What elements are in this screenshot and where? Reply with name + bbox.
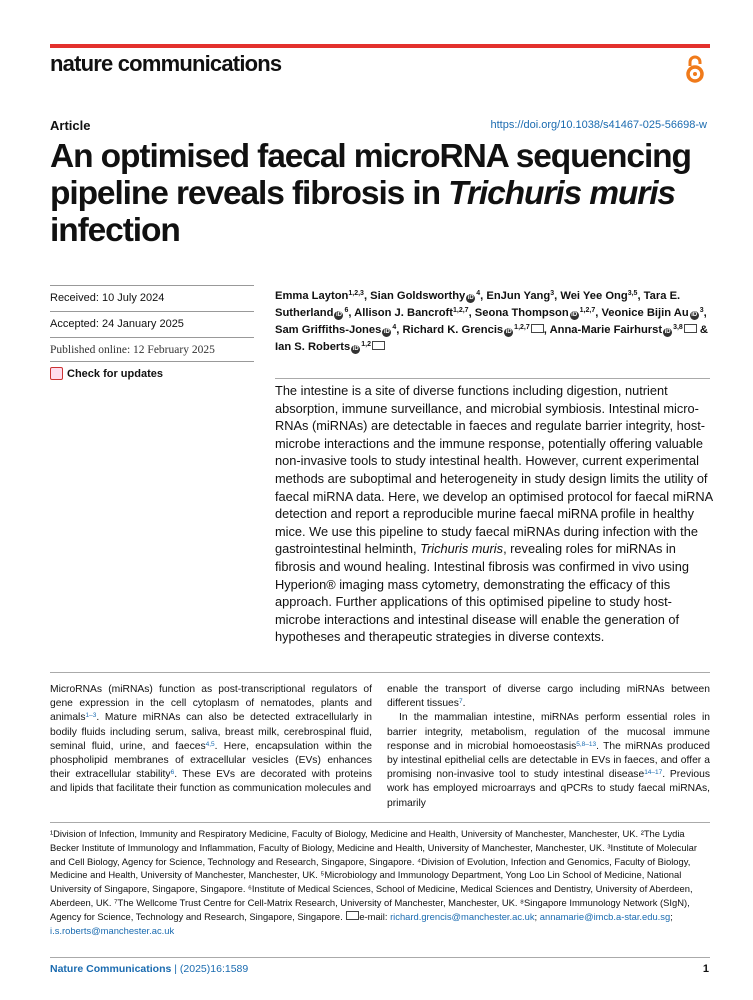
article-type-label: Article	[50, 118, 91, 133]
reference-link[interactable]: 1–3	[85, 712, 97, 720]
author-name[interactable]: Seona Thompson	[474, 307, 569, 319]
affiliations-divider	[50, 822, 710, 823]
abstract: The intestine is a site of diverse functions including digestion, nutrient absorption, immune surveillance, and microbial symbiosis. Intestinal micro-RNAs (miRNAs) are detectable in faeces and regulate barrier integrity, host-microbe interactions and the immune response, potentially offering valuable non-invasive tools to study intestinal health. However, current experimental methods are suboptimal and heterogeneity in study design limits the utility of faecal miRNA data. Here, we develop an optimised protocol for faecal miRNA detection and report a reproducible murine faecal miRNA profile in healthy mice. We use this pipeline to study faecal miRNAs during infection with the gastrointestinal helminth, Trichuris muris, revealing roles for miRNAs in fibrosis and wound healing. Intestinal fibrosis was confirmed in vivo using Hyperion® imaging mass cytometry, demonstrating the efficacy of this approach. Further applications of this optimised pipeline to study host-microbe interactions and intestinal disease will enable the generation of hypotheses and therapeutic strategies in diverse contexts.	[275, 383, 713, 645]
affiliation-superscript: 6	[344, 307, 349, 314]
affiliation-superscript: 1,2,7	[579, 307, 596, 314]
author-list	[275, 288, 715, 356]
orcid-icon[interactable]: iD	[664, 329, 671, 335]
author-separator: ,	[348, 307, 355, 319]
author-separator: ,	[595, 307, 602, 319]
email-icon[interactable]	[684, 324, 697, 333]
email-icon	[346, 911, 359, 920]
affiliation-superscript: 3,8	[673, 324, 683, 331]
intro-divider	[50, 672, 710, 673]
author-name[interactable]: Anna-Marie Fairhurst	[549, 324, 663, 336]
author-separator: &	[696, 324, 708, 336]
header-accent-bar	[50, 44, 710, 48]
meta-divider	[50, 311, 254, 312]
author-name[interactable]: Allison J. Bancroft	[354, 307, 453, 319]
orcid-icon[interactable]: iD	[335, 312, 342, 318]
reference-link[interactable]: 5,8–13	[576, 740, 597, 748]
affiliation-superscript: 1,2,3	[348, 290, 364, 297]
author-name[interactable]: Tara E. Sutherland	[275, 290, 681, 319]
email-link[interactable]: i.s.roberts@manchester.ac.uk	[50, 924, 175, 936]
author-separator: ,	[703, 307, 707, 319]
abstract-divider	[275, 378, 710, 379]
meta-divider	[50, 361, 254, 362]
orcid-icon[interactable]: iD	[383, 329, 390, 335]
journal-name[interactable]: nature communications	[50, 51, 282, 76]
check-updates-label: Check for updates	[67, 367, 163, 380]
affiliation-superscript: 4	[392, 324, 397, 331]
email-link[interactable]: richard.grencis@manchester.ac.uk	[390, 910, 535, 922]
reference-link[interactable]: 4,5	[205, 740, 215, 748]
article-title: An optimised faecal microRNA sequencing pipeline reveals fibrosis in Trichuris muris infection	[50, 138, 691, 249]
affiliations: ¹Division of Infection, Immunity and Respiratory Medicine, Faculty of Biology, Medicine and Health, University of Manchester, Manchester, UK. ²The Lydia Becker Institute of Immunology and Inflammation, Faculty of Biology, Medicine and Health, University of Manchester, Manchester, UK. ³Institute of Molecular and Cell Biology, Agency for Science, Technology and Research, Singapore, Singapore. ⁴Division of Evolution, Infection and Genomics, Faculty of Biology, Medicine and Health, University of Manchester, Manchester, UK. ⁵Microbiology and Immunology Department, Yong Loo Lin School of Medicine, National University of Singapore, Singapore, Singapore. ⁶Institute of Medical Sciences, School of Medicine, Medical Sciences and Dentistry, University of Aberdeen, Aberdeen, UK. ⁷The Wellcome Trust Centre for Cell-Matrix Research, University of Manchester, Manchester, UK. ⁸Singapore Immunology Network (SIgN), Agency for Science, Technology and Research, Singapore, Singapore. e-mail: richard.grencis@manchester.ac.uk; annamarie@imcb.a-star.edu.sg; i.s.roberts@manchester.ac.uk	[50, 828, 697, 936]
email-icon[interactable]	[372, 341, 385, 350]
orcid-icon[interactable]: iD	[571, 312, 578, 318]
author-name[interactable]: Veonice Bijin Au	[601, 307, 689, 319]
author-separator: ,	[468, 307, 475, 319]
open-access-icon[interactable]	[684, 54, 706, 84]
author-separator: ,	[363, 290, 371, 302]
author-separator: ,	[396, 324, 403, 336]
orcid-icon[interactable]: iD	[505, 329, 512, 335]
affiliation-superscript: 1,2	[361, 341, 371, 348]
author-name[interactable]: Sian Goldsworthy	[370, 290, 466, 302]
affiliation-superscript: 1,2,7	[453, 307, 469, 314]
author-name[interactable]: Wei Yee Ong	[560, 290, 628, 302]
meta-divider	[50, 337, 254, 338]
footer-divider	[50, 957, 710, 958]
email-link[interactable]: annamarie@imcb.a-star.edu.sg	[539, 910, 671, 922]
author-separator: ,	[554, 290, 561, 302]
intro-column-right: enable the transport of diverse cargo including miRNAs between different tissues$^7$. In the mammalian intestine, miRNAs perform essential roles in barrier integrity, metabolism, regulation of the mucosal immune response and in microbial homoeostasis$^{5,8-13}$. The miRNAs produced by intestinal epithelial cells are detectable in EVs in faeces, and offer a promising non-invasive tool to study intestinal disease$^{14-17}$. Previous work has employed microarrays and qPCRs to study faecal miRNAs, primarily	[387, 684, 710, 809]
reference-link[interactable]: 7	[458, 698, 463, 706]
check-updates-icon	[50, 367, 63, 380]
author-name[interactable]: Emma Layton	[275, 290, 349, 302]
author-separator: ,	[637, 290, 644, 302]
affiliation-superscript: 3	[699, 307, 704, 314]
orcid-icon[interactable]: iD	[691, 312, 698, 318]
published-date: Published online: 12 February 2025	[50, 344, 215, 356]
intro-column-left: MicroRNAs (miRNAs) function as post-transcriptional regulators of gene expression in the cell cytoplasm of nematodes, plants and animals$^{1-3}$. Mature miRNAs can also be detected extracellularly in bodily fluids including serum, saliva, breast milk, cerebrospinal fluid, seminal fluid, urine, and faeces$^{4,5}$. Here, encapsulation within the phospholipid membranes of extracellular vesicles (EVs) enhances their extracellular stability$^6$. These EVs are decorated with proteins and lipids that facilitate their function as communication molecules and	[50, 684, 373, 795]
author-separator: ,	[480, 290, 487, 302]
author-name[interactable]: Sam Griffiths-Jones	[275, 324, 382, 336]
email-icon[interactable]	[531, 324, 544, 333]
reference-link[interactable]: 6	[170, 769, 175, 777]
received-date: Received: 10 July 2024	[50, 292, 165, 304]
affiliation-superscript: 3	[550, 290, 555, 297]
author-name[interactable]: EnJun Yang	[486, 290, 551, 302]
affiliation-superscript: 4	[476, 290, 481, 297]
author-separator: ,	[543, 324, 550, 336]
footer-citation[interactable]: Nature Communications | (2025)16:1589	[50, 963, 249, 975]
doi-link[interactable]: https://doi.org/10.1038/s41467-025-56698-w	[490, 119, 707, 131]
check-for-updates-button[interactable]	[50, 367, 163, 380]
orcid-icon[interactable]: iD	[467, 295, 474, 301]
affiliation-superscript: 1,2,7	[514, 324, 530, 331]
author-name[interactable]: Ian S. Roberts	[275, 341, 351, 353]
author-name[interactable]: Richard K. Grencis	[402, 324, 504, 336]
accepted-date: Accepted: 24 January 2025	[50, 318, 184, 330]
meta-divider	[50, 285, 254, 286]
page-number: 1	[702, 963, 709, 975]
reference-link[interactable]: 14–17	[644, 769, 663, 777]
orcid-icon[interactable]: iD	[352, 346, 359, 352]
affiliation-superscript: 3,5	[627, 290, 638, 297]
